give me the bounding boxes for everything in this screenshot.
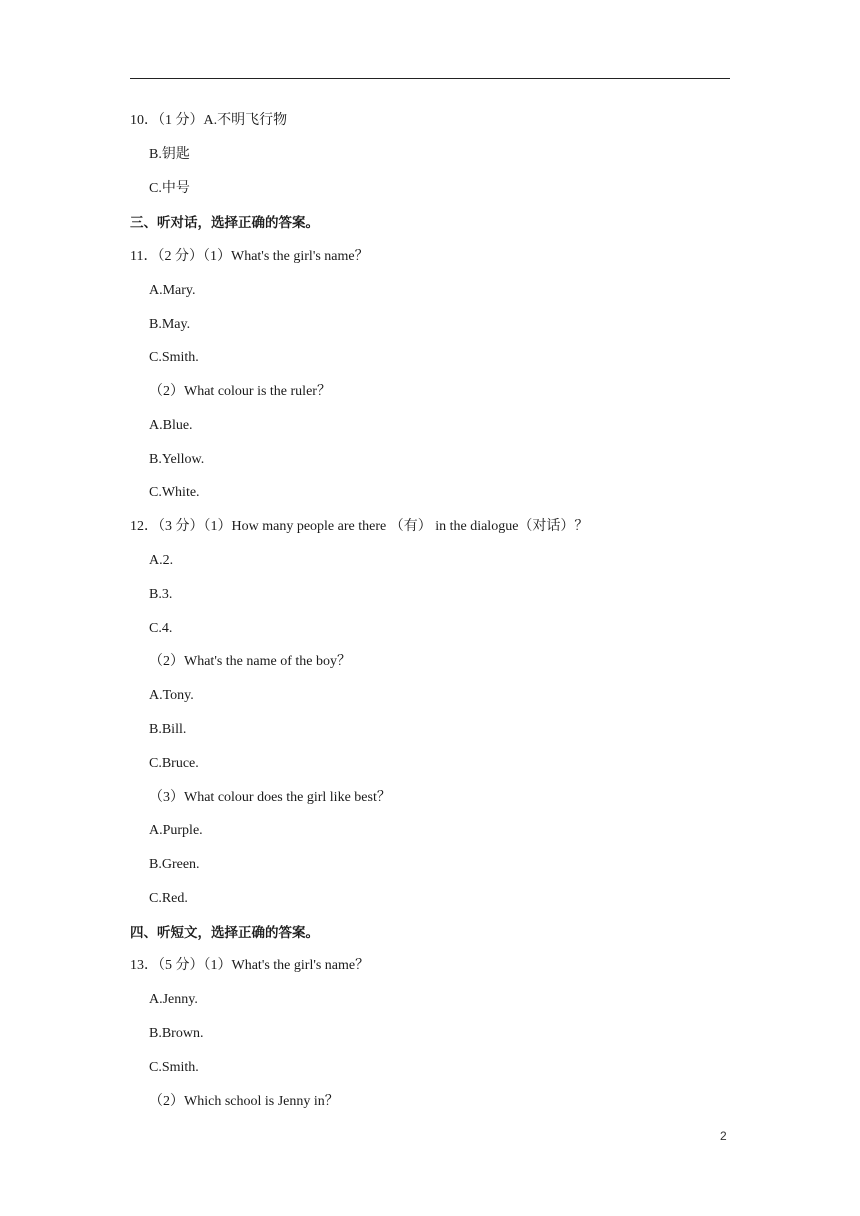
question-11-2: （2）What colour is the ruler？ [149, 384, 331, 399]
option-13-1-a: A.Jenny. [149, 992, 198, 1007]
option-12-2-a: A.Tony. [149, 688, 194, 703]
header-rule [130, 78, 730, 79]
section-4-heading: 四、听短文，选择正确的答案。 [130, 925, 319, 941]
option-12-3-c: C.Red. [149, 891, 188, 906]
option-11-1-b: B.May. [149, 317, 191, 332]
question-13-2: （2）Which school is Jenny in？ [149, 1094, 339, 1109]
option-10-b: B.钥匙 [149, 147, 190, 162]
option-12-1-b: B.3. [149, 587, 173, 602]
question-11-1: 11．（2 分）（1）What's the girl's name？ [130, 249, 369, 264]
page-number: 2 [720, 1129, 727, 1143]
option-11-1-c: C.Smith. [149, 350, 199, 365]
option-12-3-b: B.Green. [149, 857, 200, 872]
option-12-3-a: A.Purple. [149, 823, 203, 838]
option-12-2-c: C.Bruce. [149, 756, 199, 771]
option-10-c: C.中号 [149, 181, 190, 196]
question-12-1: 12．（3 分）（1）How many people are there （有） in the dialogue（对话）？ [130, 519, 589, 534]
question-13-1: 13．（5 分）（1）What's the girl's name？ [130, 958, 370, 973]
option-11-2-a: A.Blue. [149, 418, 193, 433]
option-11-2-b: B.Yellow. [149, 452, 205, 467]
option-13-1-b: B.Brown. [149, 1026, 204, 1041]
option-12-2-b: B.Bill. [149, 722, 187, 737]
question-12-3: （3）What colour does the girl like best？ [149, 790, 391, 805]
option-11-2-c: C.White. [149, 485, 200, 500]
question-10: 10．（1 分）A.不明飞行物 [130, 113, 288, 128]
option-11-1-a: A.Mary. [149, 283, 196, 298]
option-12-1-a: A.2. [149, 553, 174, 568]
question-12-2: （2）What's the name of the boy？ [149, 654, 351, 669]
option-13-1-c: C.Smith. [149, 1060, 199, 1075]
section-3-heading: 三、听对话，选择正确的答案。 [130, 215, 319, 231]
option-12-1-c: C.4. [149, 621, 173, 636]
